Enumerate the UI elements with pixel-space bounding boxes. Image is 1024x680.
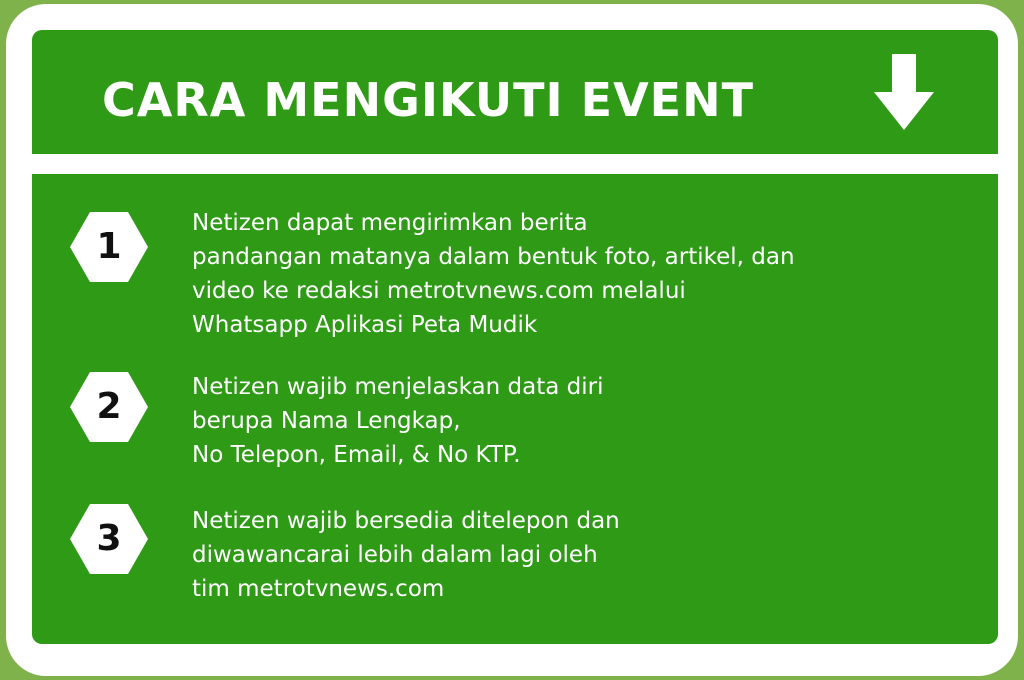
arrow-down-icon	[872, 54, 936, 132]
step-number-badge	[70, 372, 148, 442]
step-number: 1	[96, 226, 122, 267]
step-line: berupa Nama Lengkap,	[192, 408, 461, 434]
step-description	[192, 504, 620, 606]
step-line: pandangan matanya dalam bentuk foto, artikel, dan	[192, 244, 795, 270]
step-description	[192, 206, 795, 342]
step-number-badge	[70, 212, 148, 282]
step-line: diwawancarai lebih dalam lagi oleh	[192, 542, 598, 568]
step-number-badge	[70, 504, 148, 574]
page-title: CARA MENGIKUTI EVENT	[102, 73, 754, 127]
step-number: 2	[96, 386, 122, 427]
step-line: Netizen wajib bersedia ditelepon dan	[192, 508, 620, 534]
step-line: Whatsapp Aplikasi Peta Mudik	[192, 312, 538, 338]
step-line: tim metrotvnews.com	[192, 576, 445, 602]
steps-panel	[32, 174, 998, 644]
header-banner	[32, 30, 998, 154]
step-line: No Telepon, Email, & No KTP.	[192, 442, 521, 468]
step-line: Netizen wajib menjelaskan data diri	[192, 374, 604, 400]
step-line: Netizen dapat mengirimkan berita	[192, 210, 588, 236]
step-description	[192, 370, 603, 472]
step-line: video ke redaksi metrotvnews.com melalui	[192, 278, 686, 304]
step-number: 3	[96, 518, 122, 559]
